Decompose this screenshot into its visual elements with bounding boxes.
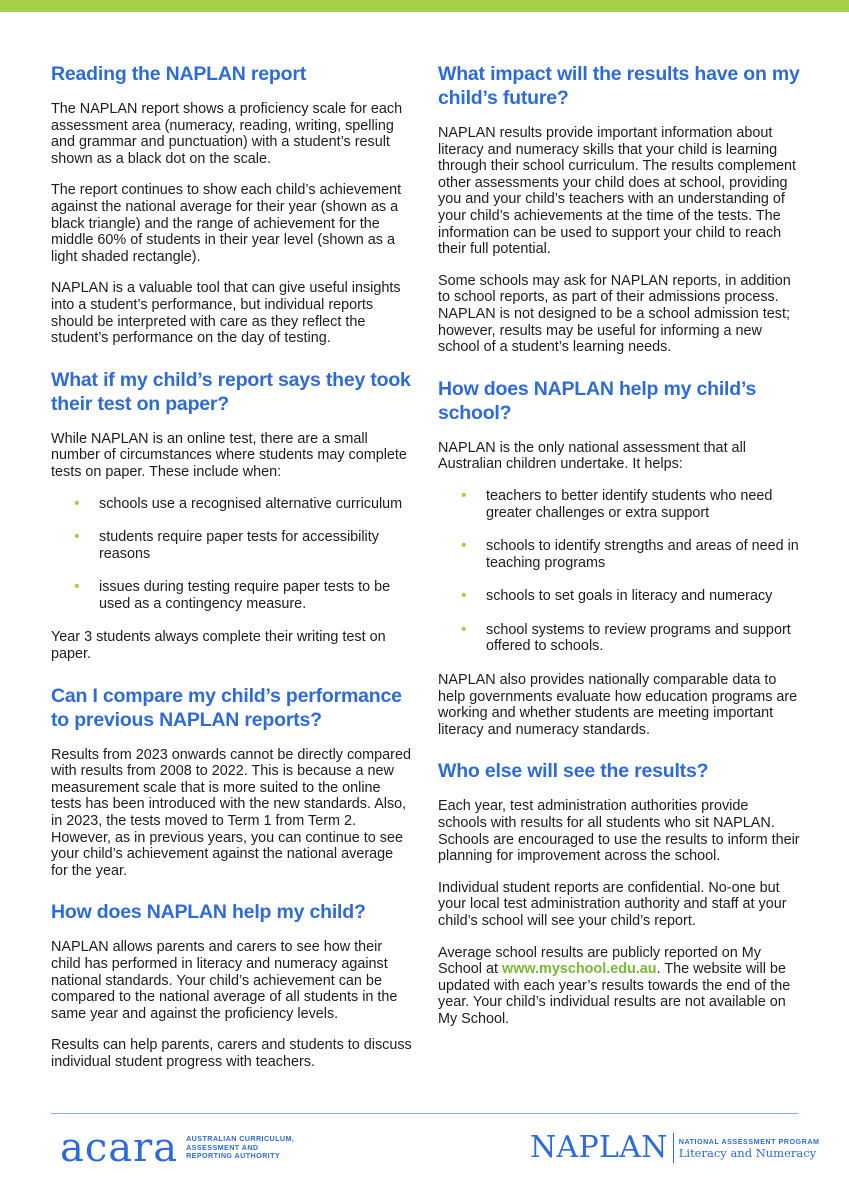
paragraph: Each year, test administration authorities provide schools with results for all students who sit NAPLAN. Schools are encouraged to use the results to inform their planning for improvement across the school. (438, 798, 800, 865)
paragraph: NAPLAN results provide important information about literacy and numeracy skills that your child is learning through their school curriculum. The results complement other assessments your child does at school, providing you and your child’s teachers with an understanding of your child’s achievements at the time of the tests. The information can be used to support your child to reach their full potential. (438, 125, 797, 258)
paragraph: The NAPLAN report shows a proficiency scale for each assessment area (numeracy, reading, writing, spelling and grammar and punctuation) with a student’s result shown as a black dot on the scale. (51, 101, 403, 167)
myschool-link[interactable]: www.myschool.edu.au (502, 961, 657, 978)
paragraph: Average school results are publicly reported on My School at www.myschool.edu.au. The website will be updated with each year’s results towards the end of the year. Your child’s individual results are not available on My School. (438, 944, 791, 1027)
bullet-list (438, 488, 800, 655)
list-item: • schools to identify strengths and areas of need in teaching programs (461, 537, 799, 571)
bullet-dot-icon: • (461, 537, 467, 555)
bullet-dot-icon: • (461, 620, 467, 638)
paragraph: Year 3 students always complete their writing test on paper. (51, 629, 386, 663)
list-item: • schools use a recognised alternative curriculum (74, 494, 403, 512)
section-heading: How does NAPLAN help my child? (51, 901, 366, 924)
naplan-logo (530, 1130, 820, 1166)
paragraph: NAPLAN allows parents and carers to see how their child has performed in literacy and numeracy against national standards. Your child’s achievement can be compared to the national average of all students in the same year and against the proficiency levels. (51, 939, 398, 1022)
section-heading: Reading the NAPLAN report (51, 63, 307, 85)
list-item: • schools to set goals in literacy and numeracy (461, 587, 773, 605)
acara-logo (60, 1125, 295, 1171)
top-accent-bar (0, 0, 849, 12)
section-heading: What impact will the results have on my child’s future? (438, 63, 800, 109)
logo-divider (673, 1133, 674, 1163)
paragraph: Results from 2023 onwards cannot be directly compared with results from 2008 to 2022. This is because a new measurement scale that is more suited to the online tests has been introduced with the new standards. Also, in 2023, the tests moved to Term 1 from Term 2. However, as in previous years, you can continue to see your child’s achievement against the national average for the year. (51, 746, 411, 879)
naplan-tagline: NATIONAL ASSESSMENT PROGRAM Literacy and Numeracy (678, 1136, 820, 1160)
right-column (438, 62, 800, 1049)
list-item: • issues during testing require paper tests to be used as a contingency measure. (74, 578, 391, 612)
section-compare-performance (51, 684, 413, 880)
paragraph: NAPLAN is the only national assessment that all Australian children undertake. It helps: (438, 439, 746, 473)
paragraph: NAPLAN also provides nationally comparable data to help governments evaluate how education programs are working and whether students are meeting important literacy and numeracy standards. (438, 672, 798, 738)
bullet-dot-icon: • (74, 578, 80, 596)
section-paper-test (51, 368, 413, 663)
section-heading: Who else will see the results? (438, 760, 709, 783)
bullet-list (51, 496, 413, 613)
bullet-dot-icon: • (74, 528, 80, 546)
paragraph: While NAPLAN is an online test, there are a small number of circumstances where students may complete tests on paper. These include when: (51, 430, 407, 480)
list-item: • teachers to better identify students who need greater challenges or extra support (461, 486, 773, 521)
bullet-dot-icon: • (74, 494, 80, 512)
section-help-school (438, 377, 800, 739)
list-item: • school systems to review programs and support offered to schools. (461, 620, 791, 655)
section-who-sees-results (438, 759, 800, 1027)
left-column (51, 62, 413, 1092)
section-heading: How does NAPLAN help my child’s school? (438, 377, 757, 424)
section-heading: Can I compare my child’s performance to previous NAPLAN reports? (51, 684, 402, 731)
paragraph: Individual student reports are confidential. No-one but your local test administration authority and staff at your child’s school will see your child’s report. (438, 879, 787, 929)
bullet-dot-icon: • (461, 587, 467, 605)
naplan-wordmark: NAPLAN (530, 1130, 668, 1165)
section-reading-report (51, 62, 413, 347)
footer-divider (51, 1113, 798, 1114)
paragraph: The report continues to show each child’s achievement against the national average for their year (shown as a black triangle) and the range of achievement for the middle 60% of students in their year level (shown as a light shaded rectangle). (51, 182, 402, 265)
bullet-dot-icon: • (461, 486, 467, 504)
acara-tagline: AUSTRALIAN CURRICULUM, ASSESSMENT AND REPORTING AUTHORITY (186, 1134, 295, 1161)
paragraph: Some schools may ask for NAPLAN reports, in addition to school reports, as part of their admissions process. NAPLAN is not designed to be a school admission test; however, results may be useful for informing a new school of a student’s learning needs. (438, 272, 791, 356)
section-heading: What if my child’s report says they took their test on paper? (51, 368, 411, 415)
section-impact-future (438, 62, 800, 356)
section-help-child (51, 900, 413, 1070)
paragraph: NAPLAN is a valuable tool that can give useful insights into a student’s performance, but individual reports should be interpreted with care as they reflect the student’s performance on the day of testing. (51, 280, 401, 347)
list-item: • students require paper tests for accessibility reasons (74, 528, 379, 562)
paragraph: Results can help parents, carers and students to discuss individual student progress with teachers. (51, 1037, 412, 1070)
acara-wordmark: acara (60, 1125, 179, 1171)
